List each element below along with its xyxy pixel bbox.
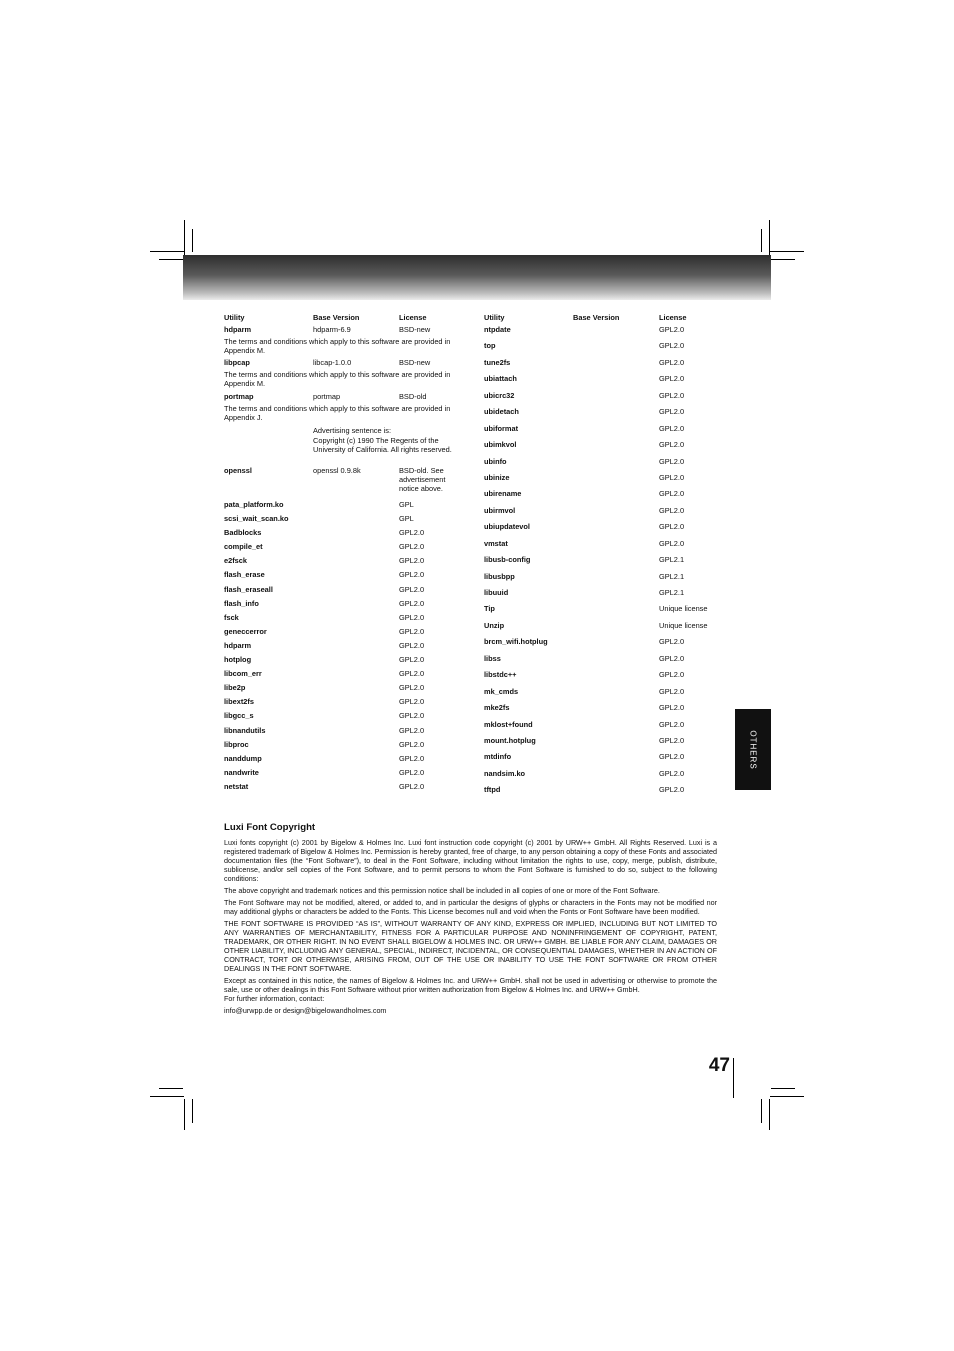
table-row (224, 466, 464, 500)
left-table-rows (224, 500, 464, 796)
utility-name: Badblocks (224, 528, 262, 538)
table-row (484, 670, 734, 686)
license: GPL2.0 (399, 542, 425, 552)
license: GPL2.0 (659, 472, 685, 482)
crop-mark (770, 1096, 804, 1097)
utility-name: mke2fs (484, 703, 510, 713)
appendix-note: The terms and conditions which apply to this software are provided in Appendix M. (224, 370, 451, 388)
license: GPL2.0 (399, 640, 425, 650)
header-base-version: Base Version (573, 313, 620, 322)
license: GPL2.0 (659, 522, 685, 532)
license: GPL2.0 (659, 785, 685, 795)
license: GPL2.0 (659, 407, 685, 417)
license: BSD-old. See advertisement notice above. (399, 466, 446, 493)
utility-name: hotplog (224, 655, 252, 665)
utility-name: ubirename (484, 489, 522, 499)
utility-name: libpcap (224, 358, 250, 367)
section-tab-label: OTHERS (748, 729, 758, 770)
utility-name: compile_et (224, 542, 263, 552)
table-row (484, 473, 734, 489)
table-row (484, 588, 734, 604)
license: BSD-old (399, 392, 427, 401)
license: GPL2.0 (399, 781, 425, 791)
crop-mark (761, 1099, 762, 1123)
utility-name: ubinize (484, 472, 510, 482)
utility-name: mount.hotplug (484, 735, 536, 745)
utility-name: ubicrc32 (484, 390, 515, 400)
license: GPL2.0 (659, 686, 685, 696)
section-title: Luxi Font Copyright (224, 822, 316, 833)
table-row (224, 655, 464, 669)
table-row (224, 542, 464, 556)
utility-name: top (484, 341, 496, 351)
crop-mark (159, 259, 183, 260)
utility-name: tftpd (484, 785, 501, 795)
license: GPL2.0 (659, 390, 685, 400)
header-utility: Utility (484, 313, 505, 322)
license: GPL2.0 (659, 538, 685, 548)
utility-name: tune2fs (484, 357, 511, 367)
crop-mark (192, 1099, 193, 1123)
utility-name: hdparm (224, 325, 252, 334)
table-row (224, 514, 464, 528)
paragraph: THE FONT SOFTWARE IS PROVIDED “AS IS”, WITHOUT WARRANTY OF ANY KIND, EXPRESS OR IMPLIED, INCLUDING BUT NOT LIMITED TO ANY WARRANTIES OF MERCHANTABILITY, FITNESS FOR A PARTICULAR PURPOSE AND NONINFRINGEMENT OF COPYRIGHT, PATENT, TRADEMARK, OR OTHER RIGHT. IN NO EVENT SHALL BIGELOW & HOLMES INC. OR URW++ GMBH. BE LIABLE FOR ANY CLAIM, DAMAGES OR OTHER LIABILITY, INCLUDING ANY GENERAL, SPECIAL, INDIRECT, INCIDENTAL, OR CONSEQUENTIAL DAMAGES, WHETHER IN AN ACTION OF CONTRACT, TORT OR OTHERWISE, ARISING FROM, OUT OF THE USE OR INABILITY TO USE THE FONT SOFTWARE OR FROM OTHER DEALINGS IN THE FONT SOFTWARE. (224, 919, 717, 973)
right-license-table (484, 313, 734, 802)
header-license: License (399, 313, 427, 322)
license: GPL2.0 (659, 752, 685, 762)
license: BSD-new (399, 358, 431, 367)
paragraph: For further information, contact: (224, 994, 325, 1003)
license: GPL2.0 (659, 670, 685, 680)
paragraph: The Font Software may not be modified, altered, or added to, and in particular the designs of glyphs or characters in the Fonts may not be modified nor may additional glyphs or characters be added to the Fonts. This License becomes null and void when the Fonts or Font Software have been modified. (224, 898, 717, 916)
utility-name: vmstat (484, 538, 508, 548)
table-row (484, 341, 734, 357)
page-number-rule (733, 1058, 734, 1098)
utility-name: libstdc++ (484, 670, 517, 680)
table-row (484, 654, 734, 670)
utility-name: nandsim.ko (484, 768, 526, 778)
utility-name: libnandutils (224, 725, 266, 735)
crop-mark (184, 220, 185, 256)
header-license: License (659, 313, 687, 322)
table-row (224, 585, 464, 599)
utility-name: libss (484, 653, 501, 663)
utility-name: flash_erase (224, 570, 265, 580)
license: GPL2.0 (659, 703, 685, 713)
appendix-note: The terms and conditions which apply to this software are provided in Appendix J. (224, 404, 451, 422)
utility-name: fsck (224, 612, 239, 622)
license: GPL2.0 (659, 374, 685, 384)
table-row (224, 711, 464, 725)
utility-name: libproc (224, 739, 249, 749)
table-row (224, 599, 464, 613)
table-row (224, 697, 464, 711)
utility-name: brcm_wifi.hotplug (484, 637, 548, 647)
header-utility: Utility (224, 313, 245, 322)
table-row (224, 570, 464, 584)
utility-name: nanddump (224, 753, 262, 763)
table-row (224, 358, 464, 370)
advertising-sentence: Copyright (c) 1990 The Regents of the University of California. All rights reserved. (313, 436, 452, 454)
license: GPL2.1 (659, 571, 685, 581)
license: GPL2.0 (659, 423, 685, 433)
license: GPL2.0 (659, 489, 685, 499)
license: GPL2.0 (399, 570, 425, 580)
license: GPL2.0 (399, 753, 425, 763)
utility-name: ubidetach (484, 407, 519, 417)
utility-name: flash_eraseall (224, 584, 273, 594)
header-base-version: Base Version (313, 313, 360, 322)
license: GPL2.1 (659, 555, 685, 565)
license: GPL2.0 (659, 440, 685, 450)
section-tab-others (735, 709, 771, 790)
table-row (484, 457, 734, 473)
table-row (484, 539, 734, 555)
license: GPL2.0 (399, 669, 425, 679)
license: GPL2.0 (399, 725, 425, 735)
license: GPL2.0 (399, 528, 425, 538)
license: BSD-new (399, 325, 431, 334)
utility-name: libext2fs (224, 697, 254, 707)
crop-mark (770, 251, 804, 252)
license: Unique license (659, 604, 708, 614)
table-row (484, 621, 734, 637)
license: GPL2.0 (399, 697, 425, 707)
table-header (224, 313, 464, 325)
license: GPL2.0 (399, 767, 425, 777)
license: GPL2.0 (399, 683, 425, 693)
utility-name: libgcc_s (224, 711, 254, 721)
license: GPL2.0 (399, 626, 425, 636)
table-row (224, 726, 464, 740)
crop-mark (761, 229, 762, 252)
table-row (484, 785, 734, 801)
table-row (484, 506, 734, 522)
table-row (484, 489, 734, 505)
utility-name: scsi_wait_scan.ko (224, 514, 289, 524)
table-row (224, 754, 464, 768)
utility-name: Tip (484, 604, 495, 614)
utility-name: ubiattach (484, 374, 517, 384)
utility-name: nandwrite (224, 767, 259, 777)
right-table-rows (484, 325, 734, 802)
utility-name: ubimkvol (484, 440, 517, 450)
base-version: openssl 0.9.8k (313, 466, 361, 475)
luxi-font-copyright-section (224, 822, 717, 1018)
advertising-heading: Advertising sentence is: (313, 426, 392, 435)
paragraph: Except as contained in this notice, the names of Bigelow & Holmes Inc. and URW++ GmbH. shall not be used in advertising or otherwise to promote the sale, use or other dealings in this Font Software without prior written authorization from Bigelow & Holmes Inc. and URW++ GmbH. (224, 976, 717, 994)
license: GPL2.0 (659, 505, 685, 515)
table-row (224, 613, 464, 627)
table-row (484, 720, 734, 736)
license: GPL2.0 (659, 325, 685, 334)
crop-mark (769, 1099, 770, 1130)
license: GPL (399, 514, 414, 524)
table-row (484, 522, 734, 538)
license: GPL2.1 (659, 588, 685, 597)
table-row (484, 358, 734, 374)
table-row (224, 683, 464, 697)
license: GPL2.0 (659, 341, 685, 351)
license: GPL2.0 (399, 711, 425, 721)
license: GPL2.0 (399, 598, 425, 608)
utility-name: hdparm (224, 640, 252, 650)
utility-name: ubinfo (484, 456, 507, 466)
table-row (484, 703, 734, 719)
license: GPL2.0 (399, 584, 425, 594)
license: Unique license (659, 620, 708, 630)
utility-name: Unzip (484, 620, 505, 630)
appendix-note: The terms and conditions which apply to this software are provided in Appendix M. (224, 337, 451, 355)
table-row (484, 687, 734, 703)
utility-name: mklost+found (484, 719, 533, 729)
table-row (224, 528, 464, 542)
table-row (224, 500, 464, 514)
left-license-table (224, 313, 464, 796)
table-row (224, 325, 464, 337)
utility-name: e2fsck (224, 556, 248, 566)
license: GPL2.0 (659, 456, 685, 466)
table-row (224, 641, 464, 655)
utility-name: geneccerror (224, 626, 267, 636)
table-row (224, 768, 464, 782)
table-row (484, 407, 734, 423)
crop-mark (771, 1088, 795, 1089)
table-header (484, 313, 734, 325)
table-row (224, 556, 464, 570)
license: GPL2.0 (659, 719, 685, 729)
header-banner (183, 255, 771, 300)
table-row (484, 555, 734, 571)
table-row (484, 572, 734, 588)
utility-name: libusb-config (484, 555, 531, 565)
license: GPL2.0 (659, 768, 685, 778)
crop-mark (159, 1088, 183, 1089)
utility-name: mk_cmds (484, 686, 519, 696)
license: GPL (399, 500, 414, 509)
table-row (224, 782, 464, 796)
utility-name: ubirmvol (484, 505, 516, 515)
page-number: 47 (708, 1055, 730, 1076)
table-row (484, 637, 734, 653)
table-row (484, 424, 734, 440)
base-version: portmap (313, 392, 341, 401)
base-version: libcap-1.0.0 (313, 358, 352, 367)
utility-name: libcom_err (224, 669, 262, 679)
table-row (224, 740, 464, 754)
paragraph: Luxi fonts copyright (c) 2001 by Bigelow & Holmes Inc. Luxi font instruction code copyright (c) 2001 by URW++ GmbH. All Rights Reserved. Luxi is a registered trademark of Bigelow & Holmes Inc. Permission is hereby granted, free of charge, to any person obtaining a copy of these Fonts and associated documentation files (the “Font Software”), to deal in the Font Software, including without limitation the rights to use, copy, merge, publish, distribute, sublicense, and/or sell copies of the Font Software, and to permit persons to whom the Font Software is furnished to do so, subject to the following conditions: (224, 838, 717, 883)
license: GPL2.0 (659, 735, 685, 745)
utility-name: netstat (224, 781, 249, 791)
license: GPL2.0 (399, 612, 425, 622)
table-row (484, 391, 734, 407)
crop-mark (150, 251, 184, 252)
utility-name: libuuid (484, 588, 509, 597)
table-row (224, 627, 464, 641)
table-row (484, 752, 734, 768)
license: GPL2.0 (399, 556, 425, 566)
utility-name: libusbpp (484, 571, 515, 581)
table-row (484, 604, 734, 620)
crop-mark (184, 1099, 185, 1130)
license: GPL2.0 (659, 653, 685, 663)
utility-name: openssl (224, 466, 252, 475)
license: GPL2.0 (659, 637, 685, 647)
utility-name: mtdinfo (484, 752, 512, 762)
base-version: hdparm-6.9 (313, 325, 351, 334)
license: GPL2.0 (399, 739, 425, 749)
license: GPL2.0 (399, 655, 425, 665)
utility-name: libe2p (224, 683, 246, 693)
crop-mark (771, 259, 795, 260)
table-row (224, 392, 464, 404)
contact-line: info@urwpp.de or design@bigelowandholmes.com (224, 1006, 387, 1015)
license: GPL2.0 (659, 357, 685, 367)
table-row (224, 669, 464, 683)
paragraph: The above copyright and trademark notices and this permission notice shall be included in all copies of one or more of the Font Software. (224, 886, 660, 895)
table-row (484, 769, 734, 785)
utility-name: ntpdate (484, 325, 511, 334)
crop-mark (150, 1096, 184, 1097)
table-row (484, 325, 734, 341)
utility-name: portmap (224, 392, 254, 401)
utility-name: ubiupdatevol (484, 522, 530, 532)
utility-name: ubiformat (484, 423, 519, 433)
table-row (484, 736, 734, 752)
crop-mark (192, 229, 193, 252)
table-row (484, 374, 734, 390)
utility-name: pata_platform.ko (224, 500, 284, 509)
utility-name: flash_info (224, 598, 259, 608)
table-row (484, 440, 734, 456)
